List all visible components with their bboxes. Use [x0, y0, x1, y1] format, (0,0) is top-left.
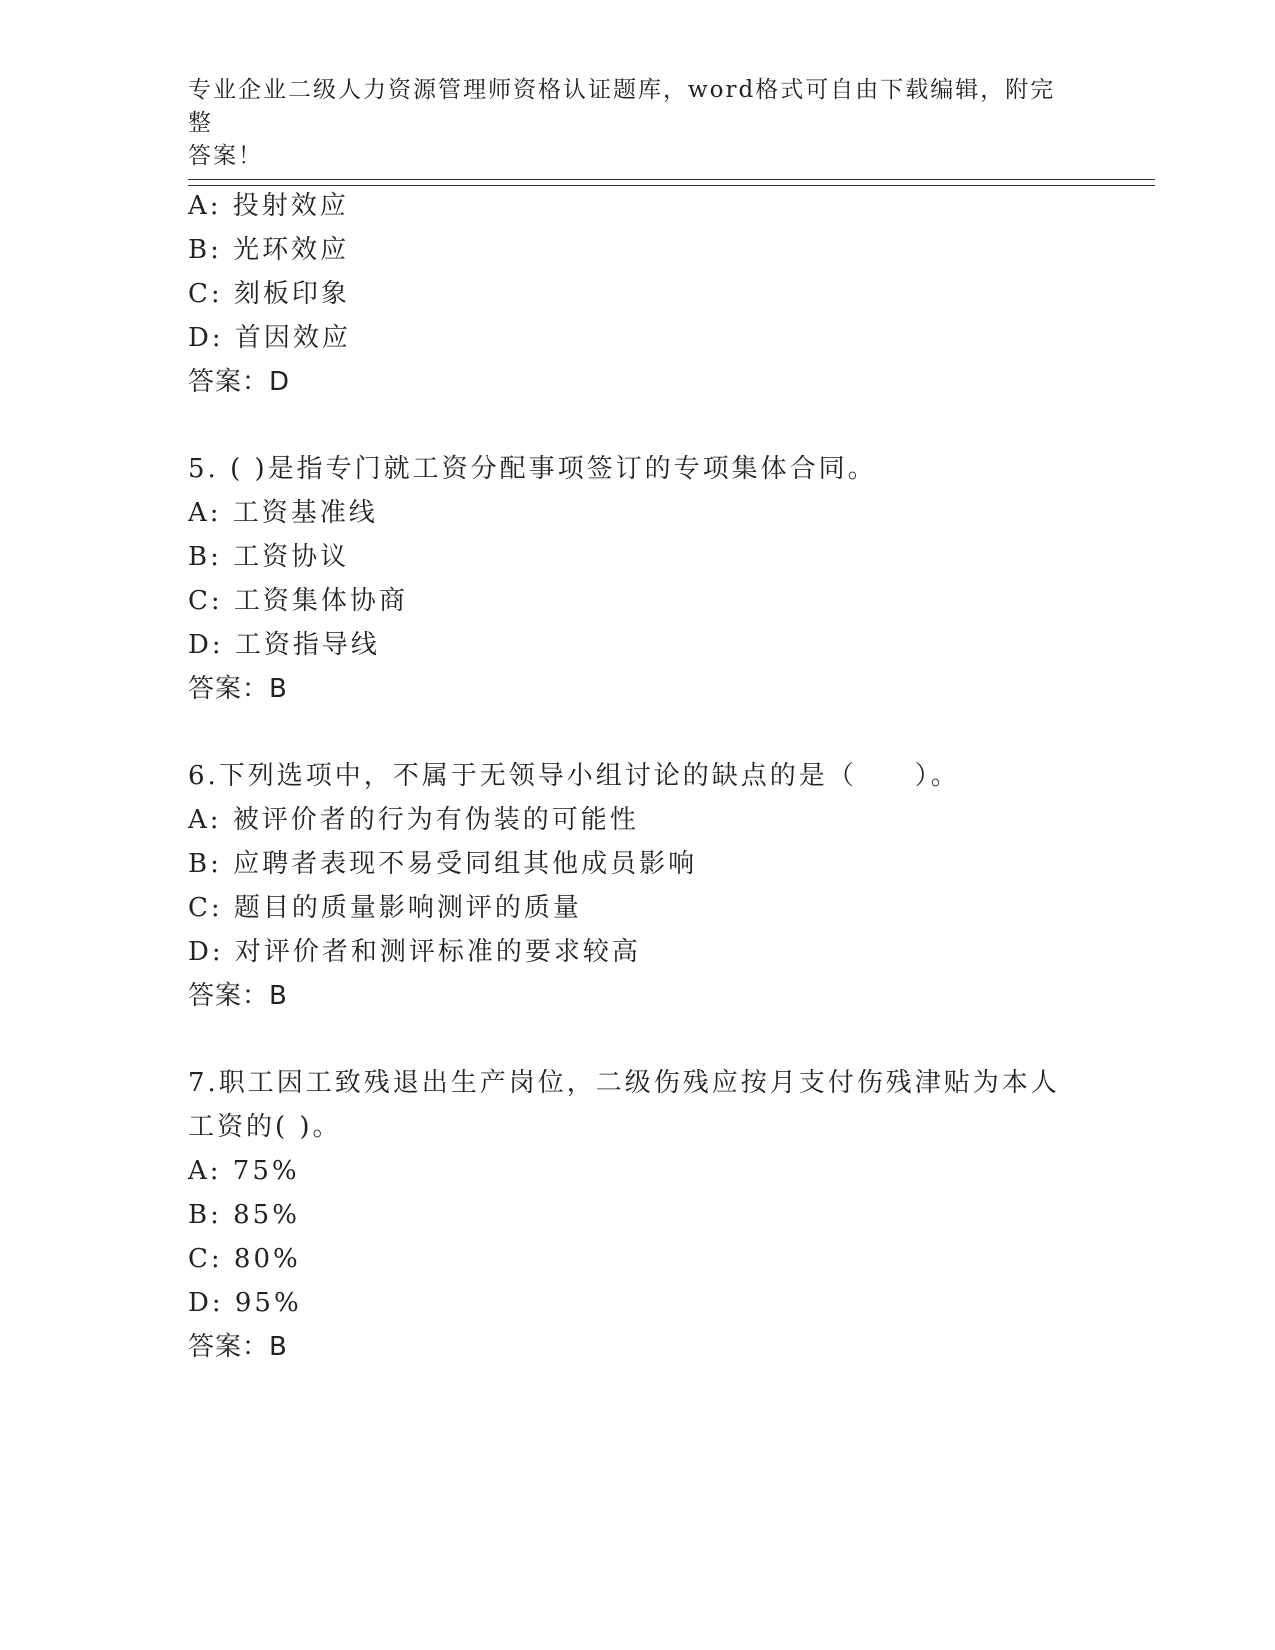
q4-option-c: C: 刻板印象	[188, 279, 350, 309]
q6-option-d: D: 对评价者和测评标准的要求较高	[188, 937, 641, 967]
q5-option-b: B: 工资协议	[188, 542, 350, 572]
q4-option-b: B: 光环效应	[188, 235, 350, 265]
q6-answer: 答案：B	[188, 981, 288, 1011]
q7-stem-line-1: 7.职工因工致残退出生产岗位，二级伤残应按月支付伤残津贴为本人	[188, 1068, 1060, 1098]
q4-option-d: D: 首因效应	[188, 323, 351, 353]
q7-option-a: A: 75%	[188, 1156, 300, 1186]
q6-option-a: A: 被评价者的行为有伪装的可能性	[188, 805, 639, 835]
q4-option-a: A: 投射效应	[188, 191, 349, 221]
header-divider	[188, 179, 1155, 186]
q7-option-c: C: 80%	[188, 1244, 301, 1274]
q7-answer: 答案：B	[188, 1332, 288, 1362]
header-line-1: 专业企业二级人力资源管理师资格认证题库，word格式可自由下载编辑，附完整	[188, 77, 1056, 136]
q6-option-b: B: 应聘者表现不易受同组其他成员影响	[188, 849, 698, 879]
header-line-2: 答案！	[188, 143, 263, 169]
q5-option-a: A: 工资基准线	[188, 498, 378, 528]
q5-answer: 答案：B	[188, 674, 288, 704]
q7-stem-line-2: 工资的( )。	[188, 1112, 342, 1142]
q5-option-c: C: 工资集体协商	[188, 586, 408, 616]
q6-option-c: C: 题目的质量影响测评的质量	[188, 893, 582, 923]
q7-option-b: B: 85%	[188, 1200, 300, 1230]
q5-stem: 5. ( )是指专门就工资分配事项签订的专项集体合同。	[188, 454, 877, 484]
q7-option-d: D: 95%	[188, 1288, 302, 1318]
q5-option-d: D: 工资指导线	[188, 630, 380, 660]
q4-answer: 答案：D	[188, 367, 291, 397]
document-header	[188, 74, 1068, 173]
q6-stem: 6.下列选项中，不属于无领导小组讨论的缺点的是（ ）。	[188, 761, 960, 791]
